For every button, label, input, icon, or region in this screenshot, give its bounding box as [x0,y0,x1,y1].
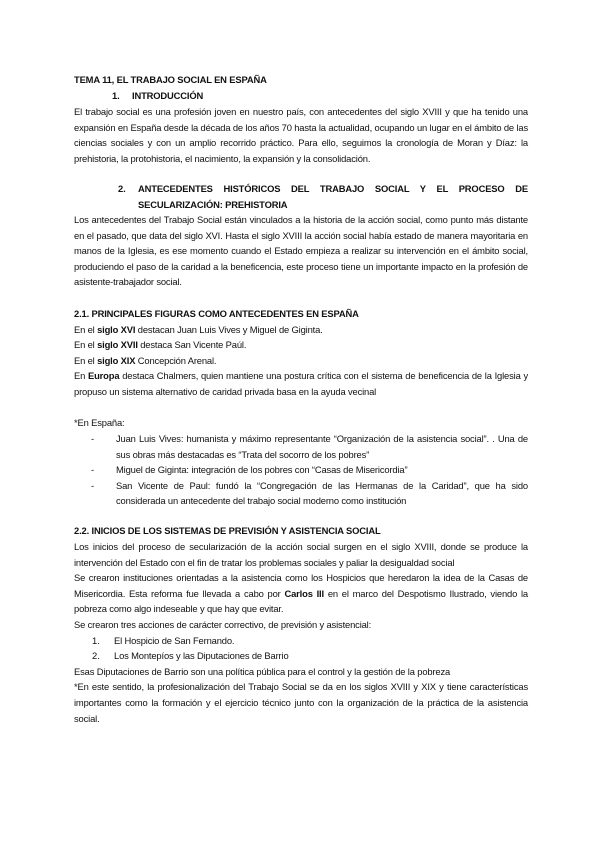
section-2-1-heading: 2.1. PRINCIPALES FIGURAS COMO ANTECEDENTES EN ESPAÑA [74,308,359,319]
spain-label: *En España: [74,417,125,428]
dash-marker: - [91,479,94,491]
section-1-number: 1. [112,90,120,101]
list-item [74,648,528,664]
century-19-line: En el siglo XIX Concepción Arenal. [74,355,217,366]
europe-paragraph: En Europa destaca Chalmers, quien mantiene una postura crítica con el sistema de beneficencia de la Iglesia y propuso un sistema alternativo de caridad privada basa en la ayuda vecinal [74,370,528,397]
carlos-iii-label: Carlos III [284,587,324,599]
list-item [74,431,528,462]
item-text: Los Montepíos y las Diputaciones de Barrio [114,650,289,662]
item-number: 2. [92,650,100,662]
section-2-heading [118,181,528,212]
section-2-2-body [74,539,528,726]
century-17-line: En el siglo XVII destaca San Vicente Paúl. [74,339,247,350]
actions-list [74,633,528,664]
section-1-paragraph [74,104,528,166]
century-19-label: siglo XIX [97,355,136,366]
item-number: 1. [92,634,100,646]
dash-marker: - [91,433,94,444]
item-text: El Hospicio de San Fernando. [114,634,235,646]
section-1-title: INTRODUCCIÓN [132,90,204,101]
section-2-number: 2. [118,183,126,194]
europe-label: Europa [87,370,120,381]
professionalization-paragraph: *En este sentido, la profesionalización del Trabajo Social se da en los siglos XVIII y XIX y tiene características importantes como la formación y el ejercicio técnico junto con la organización de la práctica de la asistencia social. [74,681,528,724]
figure-description: San Vicente de Paul: fundó la “Congregación de las Hermanas de la Caridad”, que ha sido considerada un antecedente del trabajo social moderno como institución [116,479,528,507]
section-1-heading [112,88,566,104]
section-2-title: ANTECEDENTES HISTÓRICOS DEL TRABAJO SOCIAL Y EL PROCESO DE SECULARIZACIÓN: PREHISTORIA [138,183,528,210]
century-17-label: siglo XVII [97,339,138,350]
figure-description: Miguel de Giginta: integración de los pobres con “Casas de Misericordia” [116,464,408,476]
section-2-paragraph [74,212,528,290]
document-title: TEMA 11, EL TRABAJO SOCIAL EN ESPAÑA [74,74,267,85]
antecedents-text: Los antecedentes del Trabajo Social están vinculados a la historia de la acción social, como punto más distante en el pasado, que data del siglo XVI. Hasta el siglo XVIII la acción social había estado de manera mayoritaria en manos de la Iglesia, es ese momento cuando el Estado empieza a realizar su intervención en el ámbito social, produciendo el paso de la caridad a la beneficencia, este proceso tiene un importante impacto en la profesión de asistente-trabajador social. [74,214,528,288]
list-item [74,462,528,478]
century-16-line: En el siglo XVI destacan Juan Luis Vives y Miguel de Giginta. [74,324,323,335]
dash-marker: - [91,464,94,476]
secularization-paragraph: Los inicios del proceso de secularización de la acción social surgen en el siglo XVIII, donde se produce la intervención del Estado con el fin de tratar los problemas sociales y paliar la desigualdad social [74,541,528,568]
century-16-label: siglo XVI [97,324,136,335]
figures-list [74,431,528,509]
intro-text: El trabajo social es una profesión joven en nuestro país, con antecedentes del siglo XVIII y que ha tenido una expansión en España desde la década de los años 70 hasta la actualidad, ocupando un lugar en el ámbito de las ciencias sociales y con un amplio recorrido práctico. Para ello, seguimos la cronología de Moran y Díaz: la prehistoria, la protohistoria, el nacimiento, la expansión y la consolidación. [74,106,528,164]
diputaciones-paragraph: Esas Diputaciones de Barrio son una política pública para el control y la gestión de la pobreza [74,665,451,677]
figure-description: Juan Luis Vives: humanista y máximo representante “Organización de la asistencia social”. . Una de sus obras más destacadas es “Trata del socorro de los pobres” [116,433,528,460]
section-2-2-heading: 2.2. INICIOS DE LOS SISTEMAS DE PREVISIÓN Y ASISTENCIA SOCIAL [74,525,381,536]
actions-intro: Se crearon tres acciones de carácter correctivo, de previsión y asistencial: [74,618,372,630]
list-item [74,633,528,649]
list-item [74,478,528,509]
hospicios-paragraph: Se crearon instituciones orientadas a la asistencia como los Hospicios que heredaron la idea de la Casas de Misericordia. Esta reforma fue llevada a cabo por Carlos III en el marco del Despotismo Ilustrado, viendo la pobreza como algo indeseable y que hay que evitar. [74,572,528,615]
